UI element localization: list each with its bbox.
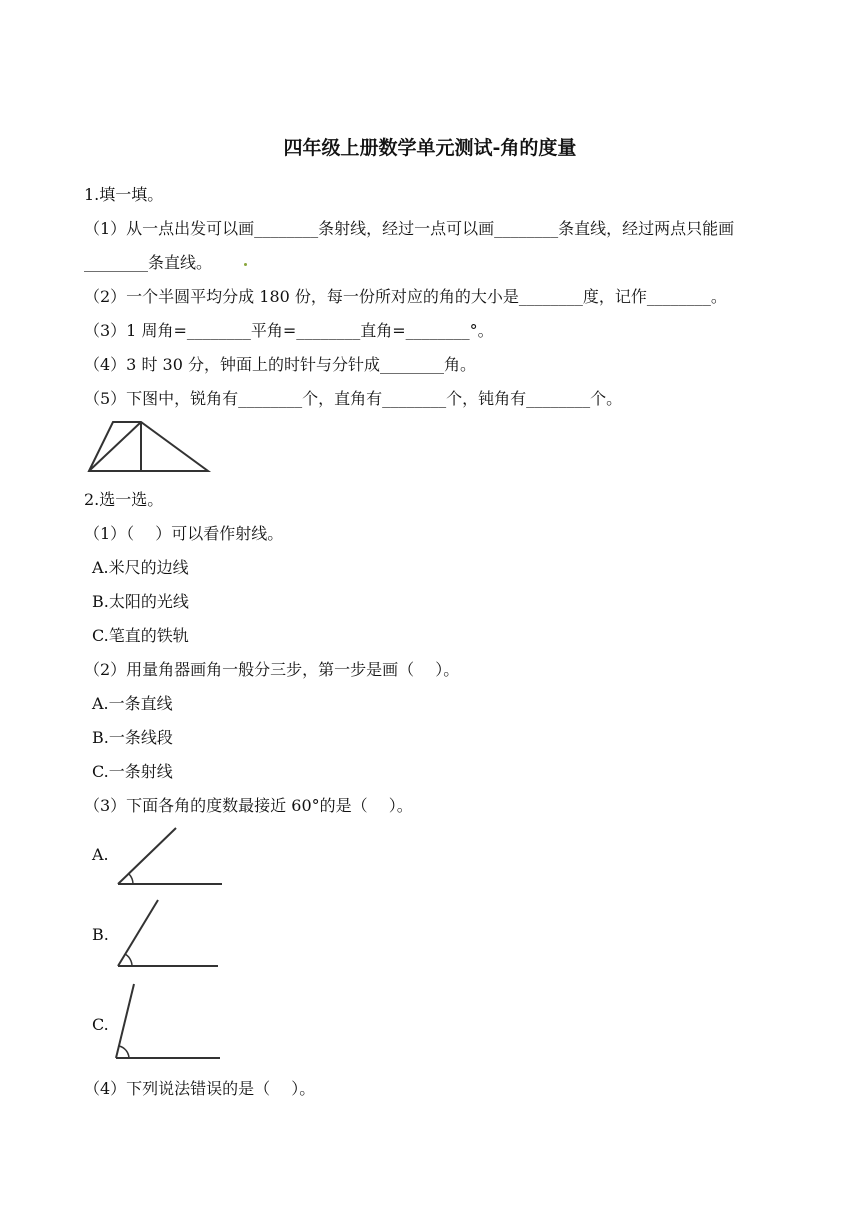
- s2-q1-option-b: B.太阳的光线: [92, 592, 189, 611]
- s1-question-4: （4）3 时 30 分，钟面上的时针与分针成________角。: [84, 355, 476, 374]
- stray-mark: [244, 263, 247, 266]
- s1-question-3: （3）1 周角=________平角=________直角=________°。: [84, 321, 494, 340]
- s2-q2-option-b: B.一条线段: [92, 728, 173, 747]
- s2-q3-option-a-label: A.: [92, 845, 109, 864]
- s1-question-5: （5）下图中，锐角有________个，直角有________个，钝角有________个。: [84, 389, 623, 408]
- s2-question-2: （2）用量角器画角一般分三步，第一步是画（ ）。: [84, 660, 460, 679]
- trapezoid-figure: [86, 420, 212, 474]
- s2-q2-option-c: C.一条射线: [92, 762, 173, 781]
- s2-q3-option-c-label: C.: [92, 1015, 109, 1034]
- s2-q1-option-a: A.米尺的边线: [92, 558, 189, 577]
- s2-q3-option-b-label: B.: [92, 925, 109, 944]
- angle-figure-a: [112, 826, 226, 888]
- section1-heading: 1.填一填。: [84, 185, 164, 204]
- page-title: 四年级上册数学单元测试-角的度量: [283, 137, 577, 159]
- angle-figure-b: [112, 898, 222, 970]
- s2-question-4: （4）下列说法错误的是（ ）。: [84, 1079, 316, 1098]
- s2-q2-option-a: A.一条直线: [92, 694, 173, 713]
- section2-heading: 2.选一选。: [84, 490, 164, 509]
- s2-question-1: （1）（ ）可以看作射线。: [84, 524, 284, 543]
- s1-question-1-line-1: （1）从一点出发可以画________条射线，经过一点可以画________条直线，经过两点只能画: [84, 219, 735, 238]
- s1-question-2: （2）一个半圆平均分成 180 份，每一份所对应的角的大小是________度，记作________。: [84, 287, 727, 306]
- s2-q1-option-c: C.笔直的铁轨: [92, 626, 189, 645]
- s2-question-3: （3）下面各角的度数最接近 60°的是（ ）。: [84, 796, 413, 815]
- s1-question-1-line-2: ________条直线。: [84, 253, 213, 272]
- angle-figure-c: [110, 982, 224, 1062]
